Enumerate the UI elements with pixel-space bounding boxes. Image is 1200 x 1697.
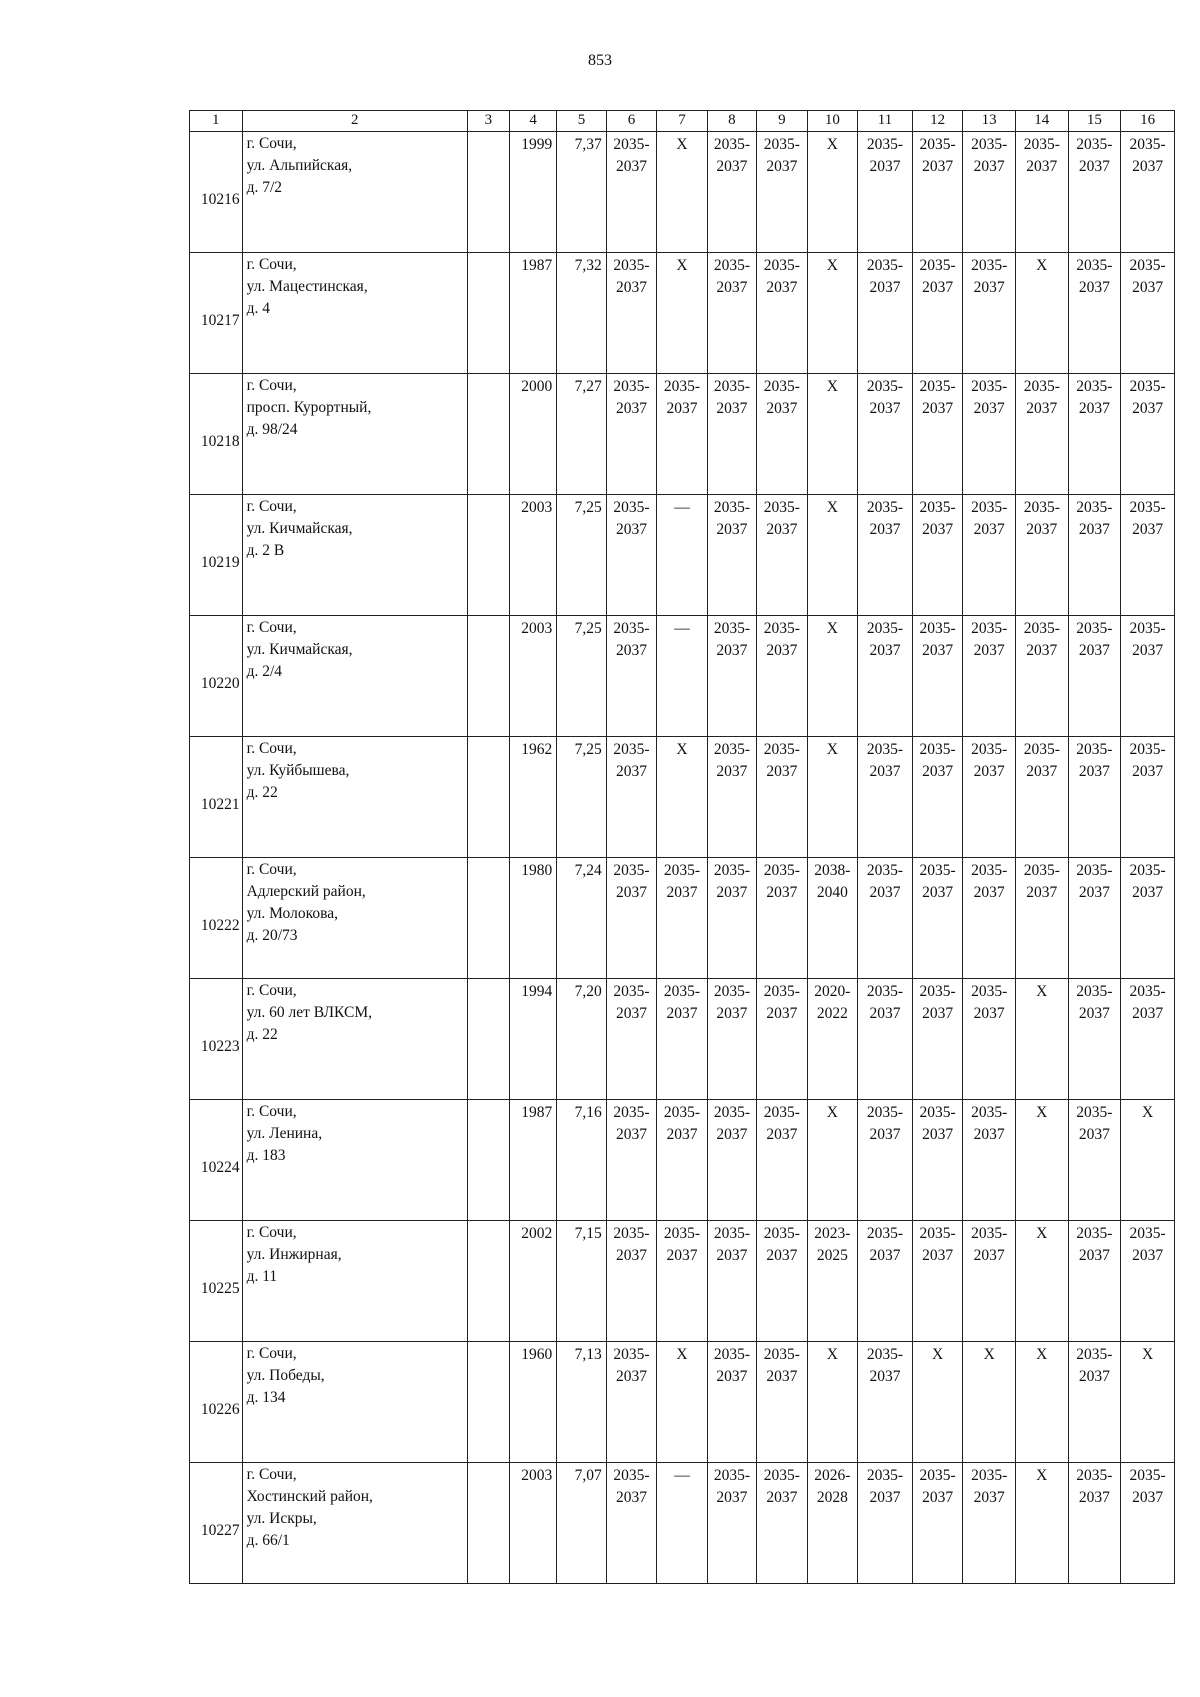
table-row <box>190 1100 1175 1221</box>
period-cell-col-13: 2035- 2037 <box>963 1463 1016 1584</box>
address-cell <box>242 495 467 616</box>
period-cell-col-10: Х <box>807 132 858 253</box>
record-number <box>190 495 243 616</box>
address-line: Хостинский район, <box>246 1488 373 1505</box>
period-cell-col-14: 2035- 2037 <box>1015 374 1068 495</box>
period-cell-col-12: 2035- 2037 <box>912 1463 963 1584</box>
column-header-10: 10 <box>807 111 858 132</box>
address-line: ул. Молокова, <box>246 905 338 922</box>
period-cell-col-14: Х <box>1015 1221 1068 1342</box>
period-cell-col-6: 2035- 2037 <box>606 374 657 495</box>
value-cell: 7,15 <box>557 1221 606 1342</box>
address-cell <box>242 979 467 1100</box>
period-cell-col-7: 2035- 2037 <box>657 979 708 1100</box>
period-cell-col-9: 2035- 2037 <box>757 374 808 495</box>
address-line: г. Сочи, <box>246 1103 297 1120</box>
record-number-text: 10227 <box>200 1522 240 1539</box>
address-line: ул. Куйбышева, <box>246 762 350 779</box>
value-cell: 7,16 <box>557 1100 606 1221</box>
address-line: д. 134 <box>246 1389 286 1406</box>
period-cell-col-15: 2035- 2037 <box>1068 616 1121 737</box>
registry-table <box>189 110 1175 1584</box>
period-cell-col-13: 2035- 2037 <box>963 132 1016 253</box>
period-cell-col-13: 2035- 2037 <box>963 374 1016 495</box>
year-cell: 2002 <box>509 1221 556 1342</box>
table-row <box>190 495 1175 616</box>
period-cell-col-11: 2035- 2037 <box>858 858 913 979</box>
period-cell-col-16: 2035- 2037 <box>1121 1221 1175 1342</box>
address-line: ул. Альпийская, <box>246 157 353 174</box>
address-line: д. 98/24 <box>246 421 298 438</box>
address-line: г. Сочи, <box>246 1466 297 1483</box>
table-body <box>190 132 1175 1584</box>
address-line: г. Сочи, <box>246 377 297 394</box>
column-header-13: 13 <box>963 111 1016 132</box>
column-3-cell <box>467 495 509 616</box>
record-number <box>190 737 243 858</box>
record-number-text: 10216 <box>200 191 240 208</box>
period-cell-col-12: 2035- 2037 <box>912 1100 963 1221</box>
period-cell-col-9: 2035- 2037 <box>757 858 808 979</box>
year-cell: 2000 <box>509 374 556 495</box>
address-cell <box>242 1342 467 1463</box>
period-cell-col-15: 2035- 2037 <box>1068 737 1121 858</box>
record-number <box>190 1342 243 1463</box>
address-line: ул. Кичмайская, <box>246 641 353 658</box>
period-cell-col-15: 2035- 2037 <box>1068 374 1121 495</box>
period-cell-col-11: 2035- 2037 <box>858 495 913 616</box>
column-header-1: 1 <box>190 111 243 132</box>
address-line: г. Сочи, <box>246 740 297 757</box>
period-cell-col-10: Х <box>807 737 858 858</box>
period-cell-col-13: 2035- 2037 <box>963 1100 1016 1221</box>
address-cell <box>242 1221 467 1342</box>
year-cell: 1987 <box>509 1100 556 1221</box>
column-3-cell <box>467 1221 509 1342</box>
period-cell-col-13: 2035- 2037 <box>963 858 1016 979</box>
period-cell-col-14: Х <box>1015 1463 1068 1584</box>
record-number-text: 10222 <box>200 917 240 934</box>
table-row <box>190 979 1175 1100</box>
column-3-cell <box>467 616 509 737</box>
address-line: д. 22 <box>246 784 278 801</box>
record-number <box>190 979 243 1100</box>
period-cell-col-7: 2035- 2037 <box>657 374 708 495</box>
period-cell-col-12: 2035- 2037 <box>912 858 963 979</box>
address-line: просп. Курортный, <box>246 399 372 416</box>
table-row <box>190 1221 1175 1342</box>
period-cell-col-15: 2035- 2037 <box>1068 253 1121 374</box>
period-cell-col-6: 2035- 2037 <box>606 1342 657 1463</box>
address-line: ул. Победы, <box>246 1367 325 1384</box>
period-cell-col-14: 2035- 2037 <box>1015 858 1068 979</box>
column-header-4: 4 <box>509 111 556 132</box>
header-row <box>190 111 1175 132</box>
period-cell-col-8: 2035- 2037 <box>707 616 756 737</box>
period-cell-col-7: — <box>657 1463 708 1584</box>
period-cell-col-6: 2035- 2037 <box>606 858 657 979</box>
value-cell: 7,37 <box>557 132 606 253</box>
address-line: ул. Искры, <box>246 1510 317 1527</box>
period-cell-col-10: 2038- 2040 <box>807 858 858 979</box>
value-cell: 7,24 <box>557 858 606 979</box>
value-cell: 7,32 <box>557 253 606 374</box>
address-cell <box>242 253 467 374</box>
year-cell: 1994 <box>509 979 556 1100</box>
period-cell-col-9: 2035- 2037 <box>757 132 808 253</box>
address-cell <box>242 737 467 858</box>
value-cell: 7,07 <box>557 1463 606 1584</box>
period-cell-col-9: 2035- 2037 <box>757 616 808 737</box>
period-cell-col-11: 2035- 2037 <box>858 132 913 253</box>
period-cell-col-6: 2035- 2037 <box>606 737 657 858</box>
period-cell-col-7: Х <box>657 132 708 253</box>
record-number <box>190 1221 243 1342</box>
period-cell-col-11: 2035- 2037 <box>858 253 913 374</box>
record-number-text: 10220 <box>200 675 240 692</box>
period-cell-col-15: 2035- 2037 <box>1068 1100 1121 1221</box>
record-number-text: 10217 <box>200 312 240 329</box>
column-header-11: 11 <box>858 111 913 132</box>
period-cell-col-6: 2035- 2037 <box>606 979 657 1100</box>
address-line: г. Сочи, <box>246 861 297 878</box>
period-cell-col-6: 2035- 2037 <box>606 132 657 253</box>
year-cell: 2003 <box>509 1463 556 1584</box>
period-cell-col-11: 2035- 2037 <box>858 1221 913 1342</box>
period-cell-col-7: Х <box>657 1342 708 1463</box>
record-number <box>190 616 243 737</box>
period-cell-col-11: 2035- 2037 <box>858 979 913 1100</box>
period-cell-col-12: 2035- 2037 <box>912 1221 963 1342</box>
period-cell-col-14: Х <box>1015 1342 1068 1463</box>
period-cell-col-6: 2035- 2037 <box>606 1100 657 1221</box>
address-line: д. 183 <box>246 1147 286 1164</box>
period-cell-col-14: Х <box>1015 1100 1068 1221</box>
period-cell-col-14: Х <box>1015 253 1068 374</box>
address-line: ул. Ленина, <box>246 1125 323 1142</box>
table-row <box>190 1342 1175 1463</box>
address-line: ул. Кичмайская, <box>246 520 353 537</box>
address-line: г. Сочи, <box>246 1224 297 1241</box>
address-line: г. Сочи, <box>246 498 297 515</box>
period-cell-col-16: 2035- 2037 <box>1121 1463 1175 1584</box>
address-line: ул. Инжирная, <box>246 1246 342 1263</box>
period-cell-col-12: 2035- 2037 <box>912 979 963 1100</box>
column-3-cell <box>467 737 509 858</box>
column-3-cell <box>467 1342 509 1463</box>
table-row <box>190 374 1175 495</box>
period-cell-col-13: 2035- 2037 <box>963 979 1016 1100</box>
period-cell-col-11: 2035- 2037 <box>858 1342 913 1463</box>
address-line: г. Сочи, <box>246 256 297 273</box>
address-line: д. 11 <box>246 1268 278 1285</box>
address-line: д. 7/2 <box>246 179 283 196</box>
period-cell-col-8: 2035- 2037 <box>707 1100 756 1221</box>
period-cell-col-8: 2035- 2037 <box>707 979 756 1100</box>
period-cell-col-16: 2035- 2037 <box>1121 858 1175 979</box>
period-cell-col-7: 2035- 2037 <box>657 1221 708 1342</box>
period-cell-col-16: 2035- 2037 <box>1121 132 1175 253</box>
period-cell-col-9: 2035- 2037 <box>757 253 808 374</box>
address-cell <box>242 374 467 495</box>
address-line: Адлерский район, <box>246 883 366 900</box>
address-line: д. 66/1 <box>246 1532 290 1549</box>
value-cell: 7,25 <box>557 616 606 737</box>
period-cell-col-16: 2035- 2037 <box>1121 737 1175 858</box>
address-line: д. 22 <box>246 1026 278 1043</box>
period-cell-col-8: 2035- 2037 <box>707 1463 756 1584</box>
period-cell-col-13: 2035- 2037 <box>963 616 1016 737</box>
value-cell: 7,27 <box>557 374 606 495</box>
column-header-3: 3 <box>467 111 509 132</box>
period-cell-col-15: 2035- 2037 <box>1068 858 1121 979</box>
record-number-text: 10226 <box>200 1401 240 1418</box>
period-cell-col-6: 2035- 2037 <box>606 616 657 737</box>
value-cell: 7,25 <box>557 495 606 616</box>
table-row <box>190 1463 1175 1584</box>
record-number-text: 10221 <box>200 796 240 813</box>
column-header-15: 15 <box>1068 111 1121 132</box>
period-cell-col-8: 2035- 2037 <box>707 737 756 858</box>
year-cell: 1999 <box>509 132 556 253</box>
period-cell-col-10: 2026- 2028 <box>807 1463 858 1584</box>
period-cell-col-7: 2035- 2037 <box>657 1100 708 1221</box>
period-cell-col-11: 2035- 2037 <box>858 616 913 737</box>
period-cell-col-13: 2035- 2037 <box>963 1221 1016 1342</box>
period-cell-col-7: — <box>657 495 708 616</box>
record-number-text: 10224 <box>200 1159 240 1176</box>
period-cell-col-9: 2035- 2037 <box>757 737 808 858</box>
column-header-2: 2 <box>242 111 467 132</box>
record-number-text: 10223 <box>200 1038 240 1055</box>
period-cell-col-16: 2035- 2037 <box>1121 374 1175 495</box>
value-cell: 7,25 <box>557 737 606 858</box>
period-cell-col-15: 2035- 2037 <box>1068 1463 1121 1584</box>
table-row <box>190 737 1175 858</box>
period-cell-col-6: 2035- 2037 <box>606 1221 657 1342</box>
period-cell-col-6: 2035- 2037 <box>606 495 657 616</box>
period-cell-col-14: 2035- 2037 <box>1015 737 1068 858</box>
period-cell-col-15: 2035- 2037 <box>1068 979 1121 1100</box>
period-cell-col-12: 2035- 2037 <box>912 253 963 374</box>
period-cell-col-16: Х <box>1121 1342 1175 1463</box>
table-row <box>190 616 1175 737</box>
period-cell-col-15: 2035- 2037 <box>1068 1342 1121 1463</box>
period-cell-col-12: 2035- 2037 <box>912 374 963 495</box>
record-number-text: 10219 <box>200 554 240 571</box>
column-header-16: 16 <box>1121 111 1175 132</box>
year-cell: 2003 <box>509 616 556 737</box>
period-cell-col-10: Х <box>807 495 858 616</box>
year-cell: 1980 <box>509 858 556 979</box>
column-3-cell <box>467 1463 509 1584</box>
column-3-cell <box>467 979 509 1100</box>
period-cell-col-11: 2035- 2037 <box>858 1100 913 1221</box>
record-number <box>190 1463 243 1584</box>
page-number: 853 <box>588 52 612 69</box>
address-line: д. 20/73 <box>246 927 298 944</box>
column-header-12: 12 <box>912 111 963 132</box>
period-cell-col-7: Х <box>657 737 708 858</box>
period-cell-col-9: 2035- 2037 <box>757 1221 808 1342</box>
year-cell: 2003 <box>509 495 556 616</box>
column-3-cell <box>467 374 509 495</box>
period-cell-col-16: 2035- 2037 <box>1121 616 1175 737</box>
table-row <box>190 858 1175 979</box>
period-cell-col-9: 2035- 2037 <box>757 979 808 1100</box>
period-cell-col-9: 2035- 2037 <box>757 1100 808 1221</box>
period-cell-col-10: Х <box>807 1342 858 1463</box>
period-cell-col-16: 2035- 2037 <box>1121 253 1175 374</box>
column-3-cell <box>467 858 509 979</box>
value-cell: 7,20 <box>557 979 606 1100</box>
period-cell-col-11: 2035- 2037 <box>858 1463 913 1584</box>
address-line: г. Сочи, <box>246 1345 297 1362</box>
address-cell <box>242 1463 467 1584</box>
period-cell-col-10: Х <box>807 253 858 374</box>
period-cell-col-16: Х <box>1121 1100 1175 1221</box>
record-number-text: 10218 <box>200 433 240 450</box>
period-cell-col-7: 2035- 2037 <box>657 858 708 979</box>
period-cell-col-9: 2035- 2037 <box>757 495 808 616</box>
period-cell-col-14: 2035- 2037 <box>1015 616 1068 737</box>
period-cell-col-10: Х <box>807 1100 858 1221</box>
value-cell: 7,13 <box>557 1342 606 1463</box>
period-cell-col-9: 2035- 2037 <box>757 1342 808 1463</box>
period-cell-col-13: 2035- 2037 <box>963 495 1016 616</box>
column-3-cell <box>467 1100 509 1221</box>
column-header-5: 5 <box>557 111 606 132</box>
period-cell-col-16: 2035- 2037 <box>1121 495 1175 616</box>
address-cell <box>242 132 467 253</box>
period-cell-col-6: 2035- 2037 <box>606 253 657 374</box>
period-cell-col-12: 2035- 2037 <box>912 495 963 616</box>
column-3-cell <box>467 253 509 374</box>
period-cell-col-13: 2035- 2037 <box>963 253 1016 374</box>
period-cell-col-12: Х <box>912 1342 963 1463</box>
address-line: г. Сочи, <box>246 135 297 152</box>
period-cell-col-6: 2035- 2037 <box>606 1463 657 1584</box>
period-cell-col-13: Х <box>963 1342 1016 1463</box>
column-header-14: 14 <box>1015 111 1068 132</box>
period-cell-col-12: 2035- 2037 <box>912 132 963 253</box>
address-cell <box>242 858 467 979</box>
period-cell-col-11: 2035- 2037 <box>858 374 913 495</box>
address-line: г. Сочи, <box>246 982 297 999</box>
address-line: г. Сочи, <box>246 619 297 636</box>
address-line: ул. 60 лет ВЛКСМ, <box>246 1004 373 1021</box>
period-cell-col-7: Х <box>657 253 708 374</box>
address-cell <box>242 616 467 737</box>
address-line: д. 4 <box>246 300 270 317</box>
address-cell <box>242 1100 467 1221</box>
period-cell-col-8: 2035- 2037 <box>707 1221 756 1342</box>
period-cell-col-12: 2035- 2037 <box>912 616 963 737</box>
period-cell-col-8: 2035- 2037 <box>707 132 756 253</box>
record-number <box>190 1100 243 1221</box>
column-header-8: 8 <box>707 111 756 132</box>
period-cell-col-10: Х <box>807 616 858 737</box>
period-cell-col-8: 2035- 2037 <box>707 495 756 616</box>
record-number <box>190 858 243 979</box>
period-cell-col-15: 2035- 2037 <box>1068 132 1121 253</box>
period-cell-col-14: 2035- 2037 <box>1015 495 1068 616</box>
period-cell-col-14: Х <box>1015 979 1068 1100</box>
period-cell-col-15: 2035- 2037 <box>1068 1221 1121 1342</box>
record-number <box>190 253 243 374</box>
period-cell-col-15: 2035- 2037 <box>1068 495 1121 616</box>
period-cell-col-8: 2035- 2037 <box>707 253 756 374</box>
record-number <box>190 374 243 495</box>
address-line: д. 2/4 <box>246 663 283 680</box>
address-line: ул. Мацестинская, <box>246 278 368 295</box>
period-cell-col-7: — <box>657 616 708 737</box>
period-cell-col-16: 2035- 2037 <box>1121 979 1175 1100</box>
period-cell-col-12: 2035- 2037 <box>912 737 963 858</box>
year-cell: 1962 <box>509 737 556 858</box>
column-header-6: 6 <box>606 111 657 132</box>
year-cell: 1960 <box>509 1342 556 1463</box>
period-cell-col-14: 2035- 2037 <box>1015 132 1068 253</box>
address-line: д. 2 В <box>246 542 285 559</box>
table-row <box>190 253 1175 374</box>
period-cell-col-11: 2035- 2037 <box>858 737 913 858</box>
column-header-7: 7 <box>657 111 708 132</box>
year-cell: 1987 <box>509 253 556 374</box>
column-3-cell <box>467 132 509 253</box>
table-row <box>190 132 1175 253</box>
period-cell-col-10: 2020- 2022 <box>807 979 858 1100</box>
period-cell-col-8: 2035- 2037 <box>707 1342 756 1463</box>
period-cell-col-13: 2035- 2037 <box>963 737 1016 858</box>
record-number <box>190 132 243 253</box>
column-header-9: 9 <box>757 111 808 132</box>
period-cell-col-8: 2035- 2037 <box>707 858 756 979</box>
period-cell-col-10: Х <box>807 374 858 495</box>
period-cell-col-8: 2035- 2037 <box>707 374 756 495</box>
record-number-text: 10225 <box>200 1280 240 1297</box>
period-cell-col-10: 2023- 2025 <box>807 1221 858 1342</box>
period-cell-col-9: 2035- 2037 <box>757 1463 808 1584</box>
